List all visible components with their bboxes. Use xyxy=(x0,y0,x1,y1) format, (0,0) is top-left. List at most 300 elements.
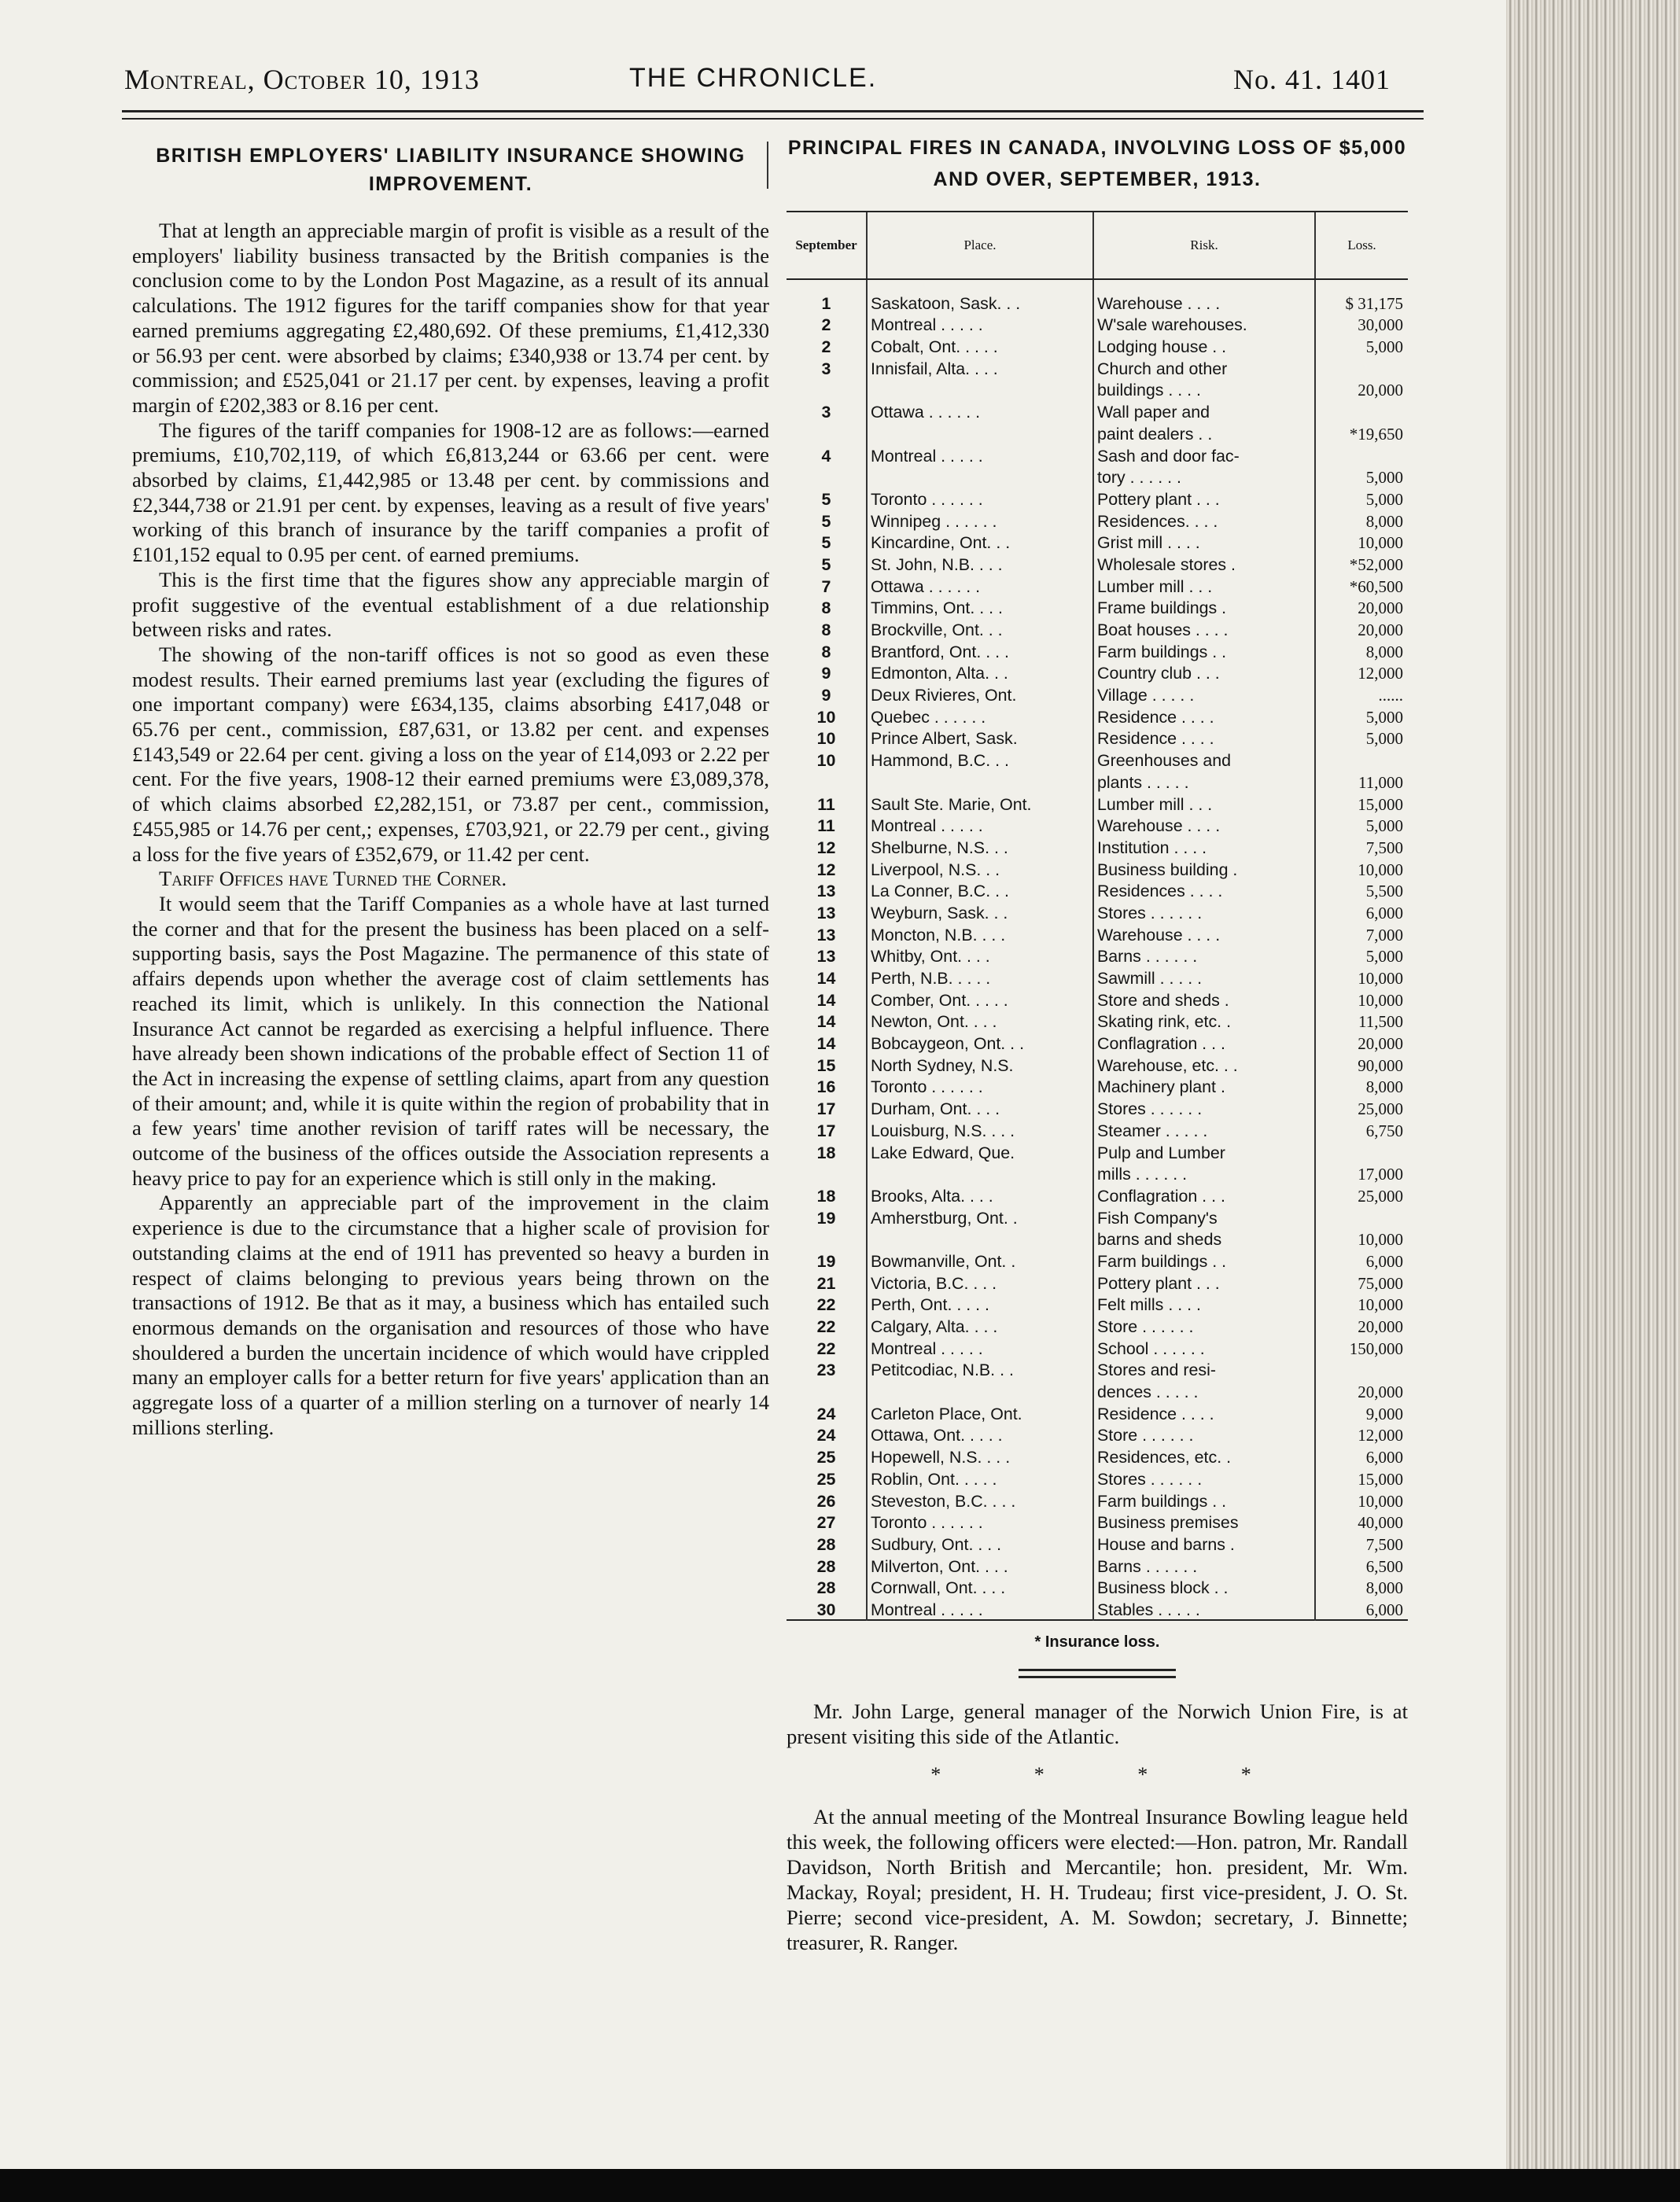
cell-loss: 5,000 xyxy=(1315,487,1408,509)
cell-loss: 6,000 xyxy=(1315,1249,1408,1271)
cell-risk: paint dealers . . xyxy=(1093,422,1315,444)
cell-loss: $ 31,175 xyxy=(1315,279,1408,313)
cell-day: 7 xyxy=(821,576,831,596)
cell-day: 11 xyxy=(817,794,835,814)
table-footnote: * Insurance loss. xyxy=(1034,1633,1160,1651)
cell-loss: 5,000 xyxy=(1315,727,1408,749)
cell-loss: 6,000 xyxy=(1315,1597,1408,1620)
cell-day: 14 xyxy=(816,1012,836,1032)
table-row xyxy=(787,552,1408,574)
table-row xyxy=(787,639,1408,661)
cell-loss: 11,500 xyxy=(1315,1010,1408,1032)
cell-place: Moncton, N.B. . . . xyxy=(867,922,1093,945)
cell-risk: Pottery plant . . . xyxy=(1093,1271,1315,1293)
cell-day: 18 xyxy=(816,1186,836,1206)
cell-loss: 30,000 xyxy=(1315,313,1408,335)
cell-risk: Boat houses . . . . xyxy=(1093,617,1315,639)
table-row xyxy=(787,334,1408,356)
cell-loss: 5,000 xyxy=(1315,334,1408,356)
table-row xyxy=(787,574,1408,596)
section-divider xyxy=(1019,1669,1176,1678)
cell-place: Winnipeg . . . . . . xyxy=(867,509,1093,531)
cell-day: 2 xyxy=(821,337,831,357)
cell-loss: 10,000 xyxy=(1315,1228,1408,1250)
cell-place: Edmonton, Alta. . . xyxy=(867,661,1093,683)
masthead-dateline: Montreal, October 10, 1913 xyxy=(124,64,480,95)
table-row xyxy=(787,466,1408,488)
scan-border xyxy=(0,2169,1680,2202)
cell-loss: 90,000 xyxy=(1315,1053,1408,1075)
column-header-risk: Risk. xyxy=(1093,212,1315,279)
cell-place: Weyburn, Sask. . . xyxy=(867,900,1093,922)
cell-loss: 25,000 xyxy=(1315,1096,1408,1118)
cell-risk: Stores . . . . . . xyxy=(1093,1467,1315,1489)
cell-loss xyxy=(1315,356,1408,378)
cell-day: 8 xyxy=(821,598,831,618)
cell-loss: *60,500 xyxy=(1315,574,1408,596)
cell-risk: Barns . . . . . . xyxy=(1093,1554,1315,1576)
table-row xyxy=(787,988,1408,1010)
cell-place: Ottawa . . . . . . xyxy=(867,574,1093,596)
cell-loss: 12,000 xyxy=(1315,1423,1408,1445)
cell-place: Brockville, Ont. . . xyxy=(867,617,1093,639)
cell-place: La Conner, B.C. . . xyxy=(867,879,1093,901)
column-header-loss: Loss. xyxy=(1315,212,1408,279)
table-row xyxy=(787,1010,1408,1032)
cell-place: Ottawa, Ont. . . . . xyxy=(867,1423,1093,1445)
cell-risk: plants . . . . . xyxy=(1093,770,1315,792)
table-row xyxy=(787,945,1408,967)
column-header-place: Place. xyxy=(867,212,1093,279)
cell-day: 3 xyxy=(821,403,831,422)
table-row xyxy=(787,1140,1408,1162)
masthead-page-number: No. 41. 1401 xyxy=(1233,64,1391,95)
table-row xyxy=(787,356,1408,378)
fires-table xyxy=(787,211,1408,1624)
cell-risk: Warehouse . . . . xyxy=(1093,814,1315,836)
cell-risk: barns and sheds xyxy=(1093,1228,1315,1250)
cell-loss: 6,000 xyxy=(1315,1445,1408,1467)
cell-day: 9 xyxy=(821,664,831,683)
cell-loss: 5,000 xyxy=(1315,814,1408,836)
cell-risk: Fish Company's xyxy=(1093,1206,1315,1228)
cell-place: Montreal . . . . . xyxy=(867,1336,1093,1358)
cell-loss xyxy=(1315,444,1408,466)
table-row xyxy=(787,1228,1408,1250)
cell-risk: Farm buildings . . xyxy=(1093,1489,1315,1511)
cell-day xyxy=(787,422,867,444)
cell-place xyxy=(867,1228,1093,1250)
cell-place: Victoria, B.C. . . . xyxy=(867,1271,1093,1293)
cell-place: Hopewell, N.S. . . . xyxy=(867,1445,1093,1467)
cell-loss: 8,000 xyxy=(1315,1075,1408,1097)
cell-place: Montreal . . . . . xyxy=(867,313,1093,335)
cell-loss: 10,000 xyxy=(1315,1293,1408,1315)
cell-place: Saskatoon, Sask. . . xyxy=(867,279,1093,313)
cell-day: 28 xyxy=(816,1534,836,1554)
table-row xyxy=(787,1184,1408,1206)
table-row xyxy=(787,1554,1408,1576)
table-row xyxy=(787,509,1408,531)
table-row xyxy=(787,1293,1408,1315)
table-row xyxy=(787,900,1408,922)
cell-place: Montreal . . . . . xyxy=(867,444,1093,466)
cell-loss: 6,500 xyxy=(1315,1554,1408,1576)
table-row xyxy=(787,1576,1408,1598)
table-row xyxy=(787,1532,1408,1554)
cell-loss: 5,500 xyxy=(1315,879,1408,901)
cell-place: St. John, N.B. . . . xyxy=(867,552,1093,574)
cell-risk: Country club . . . xyxy=(1093,661,1315,683)
cell-day: 17 xyxy=(816,1099,836,1119)
cell-day: 18 xyxy=(816,1143,836,1162)
cell-risk: Frame buildings . xyxy=(1093,596,1315,618)
cell-place: Brantford, Ont. . . . xyxy=(867,639,1093,661)
cell-place: Toronto . . . . . . xyxy=(867,487,1093,509)
cell-loss: 20,000 xyxy=(1315,378,1408,400)
cell-risk: dences . . . . . xyxy=(1093,1379,1315,1401)
cell-day: 30 xyxy=(816,1600,836,1619)
cell-loss: 5,000 xyxy=(1315,945,1408,967)
cell-risk: Church and other xyxy=(1093,356,1315,378)
cell-risk: Residence . . . . xyxy=(1093,727,1315,749)
table-row xyxy=(787,1162,1408,1184)
cell-risk: Lumber mill . . . xyxy=(1093,574,1315,596)
cell-day xyxy=(787,1228,867,1250)
table-row xyxy=(787,1075,1408,1097)
cell-place: Durham, Ont. . . . xyxy=(867,1096,1093,1118)
article-paragraph: This is the first time that the figures show any appreciable margin of profit suggestive of the eventual establishment of a due relationship between risks and rates. xyxy=(132,567,769,642)
table-row xyxy=(787,444,1408,466)
cell-day: 12 xyxy=(816,860,836,879)
cell-loss: 11,000 xyxy=(1315,770,1408,792)
cell-day: 5 xyxy=(821,511,831,531)
cell-risk: Farm buildings . . xyxy=(1093,639,1315,661)
cell-risk: Village . . . . . xyxy=(1093,683,1315,705)
table-row xyxy=(787,313,1408,335)
cell-loss: 8,000 xyxy=(1315,509,1408,531)
cell-day: 5 xyxy=(821,533,831,553)
cell-day: 13 xyxy=(816,925,836,945)
cell-place xyxy=(867,422,1093,444)
table-row xyxy=(787,596,1408,618)
cell-risk: Institution . . . . xyxy=(1093,835,1315,857)
cell-place: Cobalt, Ont. . . . . xyxy=(867,334,1093,356)
cell-risk: Lodging house . . xyxy=(1093,334,1315,356)
cell-day: 8 xyxy=(821,642,831,661)
cell-day: 15 xyxy=(816,1055,836,1075)
cell-loss: 20,000 xyxy=(1315,1379,1408,1401)
table-row xyxy=(787,1489,1408,1511)
table-row xyxy=(787,1467,1408,1489)
cell-loss: 6,750 xyxy=(1315,1118,1408,1140)
cell-day: 19 xyxy=(816,1208,836,1228)
cell-loss: 8,000 xyxy=(1315,1576,1408,1598)
masthead-title: THE CHRONICLE. xyxy=(629,63,878,93)
table-row xyxy=(787,835,1408,857)
cell-day: 25 xyxy=(816,1448,836,1467)
cell-day: 10 xyxy=(816,729,836,749)
cell-day: 14 xyxy=(816,1034,836,1054)
cell-place: Whitby, Ont. . . . xyxy=(867,945,1093,967)
news-note: Mr. John Large, general manager of the Norwich Union Fire, is at present visiting this side of the Atlantic. xyxy=(787,1699,1408,1748)
cell-day: 24 xyxy=(816,1404,836,1423)
cell-loss: 5,000 xyxy=(1315,466,1408,488)
header-rule xyxy=(122,110,1424,112)
cell-place: Liverpool, N.S. . . xyxy=(867,857,1093,879)
cell-day: 14 xyxy=(816,969,836,988)
cell-place: Louisburg, N.S. . . . xyxy=(867,1118,1093,1140)
cell-risk: Barns . . . . . . xyxy=(1093,945,1315,967)
column-header-day: September xyxy=(787,212,867,279)
cell-loss: 17,000 xyxy=(1315,1162,1408,1184)
cell-place: Hammond, B.C. . . xyxy=(867,748,1093,770)
cell-day: 23 xyxy=(816,1361,836,1380)
table-row xyxy=(787,1314,1408,1336)
table-row xyxy=(787,1096,1408,1118)
cell-day: 25 xyxy=(816,1469,836,1489)
table-row xyxy=(787,857,1408,879)
cell-risk: Warehouse, etc. . . xyxy=(1093,1053,1315,1075)
cell-place: Cornwall, Ont. . . . xyxy=(867,1576,1093,1598)
cell-place: Kincardine, Ont. . . xyxy=(867,531,1093,553)
cell-day: 10 xyxy=(816,707,836,727)
table-row xyxy=(787,922,1408,945)
cell-place: Montreal . . . . . xyxy=(867,1597,1093,1620)
cell-place: Steveston, B.C. . . . xyxy=(867,1489,1093,1511)
cell-place xyxy=(867,1379,1093,1401)
article-paragraph: The figures of the tariff companies for 1908-12 are as follows:—earned premiums, £10,702,119, of which £6,813,244 or 63.66 per cent. were absorbed by claims, £1,442,985 or 13.48 per cent. by commissions and £2,344,738 or 21.91 per cent. by expenses, leaving as a result of five years' working of this branch of insurance by the tariff companies a profit of £101,152 equal to 0.95 per cent. of earned premiums. xyxy=(132,418,769,567)
cell-loss: 20,000 xyxy=(1315,1031,1408,1053)
cell-place xyxy=(867,378,1093,400)
cell-day: 26 xyxy=(816,1491,836,1511)
cell-loss: 7,500 xyxy=(1315,1532,1408,1554)
table-row xyxy=(787,683,1408,705)
cell-loss: ...... xyxy=(1315,683,1408,705)
header-rule-thin xyxy=(122,118,1424,120)
cell-risk: Felt mills . . . . xyxy=(1093,1293,1315,1315)
cell-loss: 10,000 xyxy=(1315,857,1408,879)
cell-place: Sault Ste. Marie, Ont. xyxy=(867,792,1093,814)
cell-risk: Skating rink, etc. . xyxy=(1093,1010,1315,1032)
table-row xyxy=(787,879,1408,901)
cell-day: 21 xyxy=(816,1273,836,1293)
cell-place: Bowmanville, Ont. . xyxy=(867,1249,1093,1271)
cell-risk: Warehouse . . . . xyxy=(1093,279,1315,313)
cell-risk: Store . . . . . . xyxy=(1093,1314,1315,1336)
cell-risk: Residence . . . . xyxy=(1093,705,1315,727)
cell-risk: Business premises xyxy=(1093,1511,1315,1533)
table-row xyxy=(787,531,1408,553)
cell-loss: 10,000 xyxy=(1315,966,1408,988)
cell-risk: Warehouse . . . . xyxy=(1093,922,1315,945)
cell-risk: Business block . . xyxy=(1093,1576,1315,1598)
cell-risk: Greenhouses and xyxy=(1093,748,1315,770)
cell-risk: Grist mill . . . . xyxy=(1093,531,1315,553)
fires-table-title: PRINCIPAL FIRES IN CANADA, INVOLVING LOSS OF $5,000 AND OVER, SEPTEMBER, 1913. xyxy=(787,137,1407,190)
cell-day: 4 xyxy=(821,446,831,466)
cell-place: Perth, N.B. . . . . xyxy=(867,966,1093,988)
cell-risk: Sash and door fac- xyxy=(1093,444,1315,466)
cell-place: Carleton Place, Ont. xyxy=(867,1401,1093,1423)
cell-loss: 40,000 xyxy=(1315,1511,1408,1533)
cell-loss: 7,000 xyxy=(1315,922,1408,945)
cell-day: 13 xyxy=(816,947,836,967)
cell-risk: buildings . . . . xyxy=(1093,378,1315,400)
table-row xyxy=(787,792,1408,814)
table-row xyxy=(787,378,1408,400)
cell-place xyxy=(867,1162,1093,1184)
cell-day: 3 xyxy=(821,359,831,378)
separator-stars: * * * * xyxy=(930,1762,1295,1786)
cell-day: 13 xyxy=(816,903,836,922)
cell-day: 27 xyxy=(816,1513,836,1533)
cell-loss: 7,500 xyxy=(1315,835,1408,857)
table-row xyxy=(787,1206,1408,1228)
cell-loss: 20,000 xyxy=(1315,596,1408,618)
cell-risk: Steamer . . . . . xyxy=(1093,1118,1315,1140)
cell-day: 5 xyxy=(821,554,831,574)
table-row xyxy=(787,770,1408,792)
cell-risk: Residences . . . . xyxy=(1093,879,1315,901)
cell-loss xyxy=(1315,400,1408,422)
cell-place: Perth, Ont. . . . . xyxy=(867,1293,1093,1315)
cell-place: Sudbury, Ont. . . . xyxy=(867,1532,1093,1554)
table-row xyxy=(787,1336,1408,1358)
cell-risk: Residences. . . . xyxy=(1093,509,1315,531)
table-row xyxy=(787,705,1408,727)
table-row xyxy=(787,487,1408,509)
cell-risk: Business building . xyxy=(1093,857,1315,879)
cell-place: Lake Edward, Que. xyxy=(867,1140,1093,1162)
article-column xyxy=(132,142,769,1440)
cell-place xyxy=(867,466,1093,488)
cell-place: Prince Albert, Sask. xyxy=(867,727,1093,749)
table-row xyxy=(787,1445,1408,1467)
cell-risk: Store and sheds . xyxy=(1093,988,1315,1010)
cell-loss: 12,000 xyxy=(1315,661,1408,683)
cell-risk: House and barns . xyxy=(1093,1532,1315,1554)
cell-loss: *19,650 xyxy=(1315,422,1408,444)
article-title: BRITISH EMPLOYERS' LIABILITY INSURANCE SHOWING IMPROVEMENT. xyxy=(156,145,746,195)
cell-loss: 5,000 xyxy=(1315,705,1408,727)
cell-loss: 10,000 xyxy=(1315,531,1408,553)
table-row xyxy=(787,1118,1408,1140)
cell-day: 1 xyxy=(821,293,831,313)
cell-loss: 15,000 xyxy=(1315,792,1408,814)
table-row xyxy=(787,727,1408,749)
cell-risk: Conflagration . . . xyxy=(1093,1184,1315,1206)
cell-risk: Sawmill . . . . . xyxy=(1093,966,1315,988)
cell-place: Newton, Ont. . . . xyxy=(867,1010,1093,1032)
table-row xyxy=(787,1379,1408,1401)
cell-place: Montreal . . . . . xyxy=(867,814,1093,836)
cell-place: Quebec . . . . . . xyxy=(867,705,1093,727)
table-row xyxy=(787,1053,1408,1075)
cell-risk: Stores and resi- xyxy=(1093,1358,1315,1380)
cell-day: 5 xyxy=(821,489,831,509)
cell-place: Innisfail, Alta. . . . xyxy=(867,356,1093,378)
cell-loss: 6,000 xyxy=(1315,900,1408,922)
cell-day: 28 xyxy=(816,1578,836,1598)
cell-place: Amherstburg, Ont. . xyxy=(867,1206,1093,1228)
cell-day: 9 xyxy=(821,686,831,705)
cell-risk: mills . . . . . . xyxy=(1093,1162,1315,1184)
news-note: At the annual meeting of the Montreal Insurance Bowling league held this week, the following officers were elected:—Hon. patron, Mr. Randall Davidson, North British and Mercantile; hon. president, Mr. Wm. Mackay, Royal; president, H. H. Trudeau; first vice-president, J. O. St. Pierre; second vice-president, A. M. Sowdon; secretary, J. Binnette; treasurer, R. Ranger. xyxy=(787,1804,1408,1954)
cell-loss: 8,000 xyxy=(1315,639,1408,661)
cell-place: Deux Rivieres, Ont. xyxy=(867,683,1093,705)
table-row xyxy=(787,1031,1408,1053)
cell-risk: Stables . . . . . xyxy=(1093,1597,1315,1620)
cell-risk: Stores . . . . . . xyxy=(1093,900,1315,922)
cell-risk: Store . . . . . . xyxy=(1093,1423,1315,1445)
table-row xyxy=(787,1358,1408,1380)
table-row xyxy=(787,400,1408,422)
cell-day: 22 xyxy=(816,1295,836,1315)
cell-day: 13 xyxy=(816,882,836,901)
cell-risk: Wholesale stores . xyxy=(1093,552,1315,574)
cell-risk: Farm buildings . . xyxy=(1093,1249,1315,1271)
table-row xyxy=(787,661,1408,683)
cell-day: 12 xyxy=(816,838,836,857)
cell-day xyxy=(787,378,867,400)
cell-loss: 25,000 xyxy=(1315,1184,1408,1206)
cell-loss: 20,000 xyxy=(1315,1314,1408,1336)
cell-place: Calgary, Alta. . . . xyxy=(867,1314,1093,1336)
cell-risk: tory . . . . . . xyxy=(1093,466,1315,488)
cell-place: Petitcodiac, N.B. . . xyxy=(867,1358,1093,1380)
cell-day: 24 xyxy=(816,1426,836,1445)
cell-day: 16 xyxy=(816,1077,836,1097)
table-header-row xyxy=(787,212,1408,279)
table-row xyxy=(787,279,1408,313)
cell-place: Roblin, Ont. . . . . xyxy=(867,1467,1093,1489)
cell-day xyxy=(787,1379,867,1401)
cell-loss xyxy=(1315,1358,1408,1380)
book-page-edges xyxy=(1506,0,1680,2202)
cell-place: North Sydney, N.S. xyxy=(867,1053,1093,1075)
cell-day: 28 xyxy=(816,1556,836,1576)
cell-day: 8 xyxy=(821,620,831,639)
cell-risk: Pottery plant . . . xyxy=(1093,487,1315,509)
cell-risk: W'sale warehouses. xyxy=(1093,313,1315,335)
cell-day: 22 xyxy=(816,1339,836,1358)
table-row xyxy=(787,1401,1408,1423)
cell-loss: 75,000 xyxy=(1315,1271,1408,1293)
cell-place: Brooks, Alta. . . . xyxy=(867,1184,1093,1206)
table-row xyxy=(787,617,1408,639)
cell-loss: 10,000 xyxy=(1315,988,1408,1010)
fires-table-body xyxy=(787,279,1408,1620)
cell-day xyxy=(787,1162,867,1184)
cell-risk: School . . . . . . xyxy=(1093,1336,1315,1358)
cell-day: 14 xyxy=(816,990,836,1010)
cell-risk: Stores . . . . . . xyxy=(1093,1096,1315,1118)
cell-loss xyxy=(1315,748,1408,770)
article-subheading: Tariff Offices have Turned the Corner. xyxy=(159,867,507,891)
article-paragraph: That at length an appreciable margin of profit is visible as a result of the employers' liability business transacted by the British companies is the conclusion come to by the London Post Magazine, as a result of its annual calculations. The 1912 figures for the tariff companies show for that year earned premiums aggregating £2,480,692. Of these premiums, £1,412,330 or 56.93 per cent. were absorbed by claims; £340,938 or 13.74 per cent. by commission; and £525,041 or 21.17 per cent. by expenses, leaving a profit margin of £202,383 or 8.16 per cent. xyxy=(132,219,769,417)
cell-risk: Lumber mill . . . xyxy=(1093,792,1315,814)
table-row xyxy=(787,1423,1408,1445)
article-paragraph: Apparently an appreciable part of the improvement in the claim experience is due to the circumstance that a higher scale of provision for outstanding claims at the end of 1911 has prevented so heavy a burden in respect of claims belonging to previous years being thrown on the transactions of 1912. Be that as it may, a business which has entailed such enormous demands on the organisation and resources of those who have shouldered a burden the uncertain incidence of which would have crippled many an employer calls for a better return for five years' application than an aggregate loss of a quarter of a million sterling on a turnover of nearly 14 millions sterling. xyxy=(132,1191,769,1439)
cell-day: 2 xyxy=(821,315,831,335)
cell-day: 17 xyxy=(816,1121,836,1140)
cell-loss: *52,000 xyxy=(1315,552,1408,574)
cell-risk: Residence . . . . xyxy=(1093,1401,1315,1423)
cell-risk: Conflagration . . . xyxy=(1093,1031,1315,1053)
cell-day: 10 xyxy=(816,751,836,771)
cell-risk: Wall paper and xyxy=(1093,400,1315,422)
